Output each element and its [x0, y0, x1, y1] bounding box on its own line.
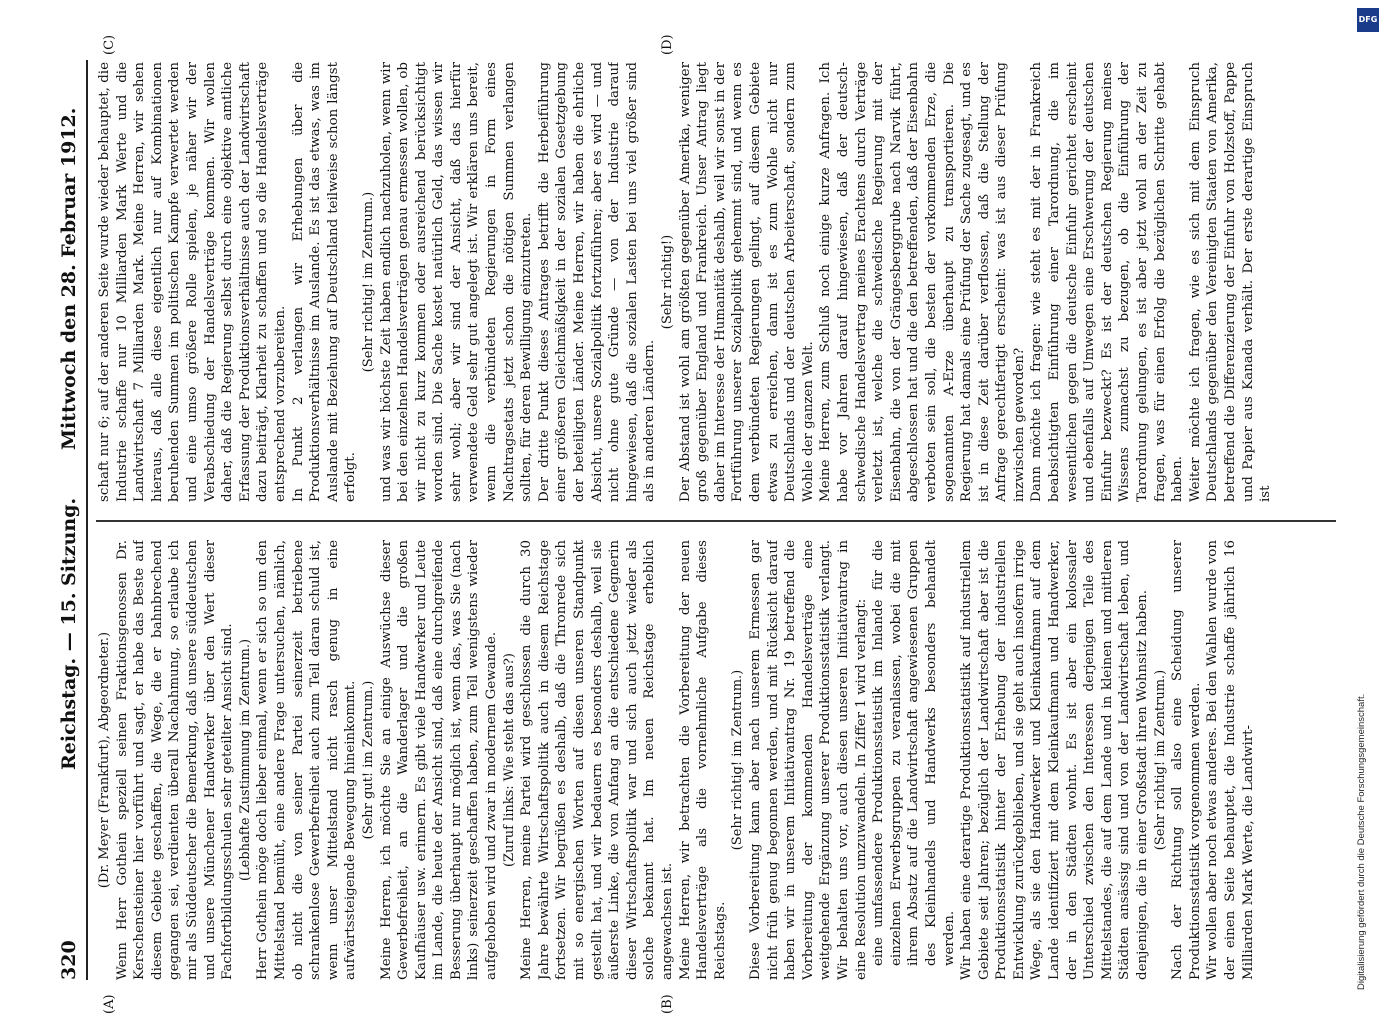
interjection: (Sehr gut! im Zentrum.): [360, 680, 376, 840]
left-column: [96, 540, 1336, 980]
paragraph: Wir wollen aber noch etwas anderes. Bei den Wahlen wurde von der einen Seite behauptet, die Industrie schaffe jährlich 16 Milliarden Mark Werte, die Landwirt-: [1205, 540, 1256, 980]
paragraph: und was wir höchste Zeit haben endlich nachzuholen, wenn wir bei den einzelnen Handelsverträgen genau ermessen wollen, ob wir nicht zu kurz kommen oder ausreichend berücksichtigt worden sind. Die Sache kostet natürlich Geld, das wissen wir sehr wohl; aber wir sind der Ansicht, daß das hierfür verwendete Geld sehr gut angelegt ist. Wir erklären uns bereit, wenn die verbündeten Regierungen in Form eines Nachtragsetats jetzt schon die nötigen Summen verlangen sollten, für deren Bewilligung einzutreten.: [378, 62, 535, 502]
paragraph: Wenn Herr Gothein speziell seinen Fraktionsgenossen Dr. Kerschensteiner hier vorführt und sagt, er habe das Beste auf diesem Gebiete geschaffen, die Wege, die er bahnbrechend gegangen sei, verdienten überall Nachahmung, so erlaube ich mir als Süddeutscher die Bemerkung, daß unsere süddeutschen und unsere Münchener Handwerker über den Wert dieser Fachfortbildungsschulen sehr geteilter Ansicht sind.: [114, 540, 236, 980]
interjection: (Sehr richtig! im Zentrum.): [730, 669, 746, 851]
paragraph: Meine Herren, meine Partei wird geschlossen die durch 30 Jahre bewährte Wirtschaftspolitik auch in diesem Reichstage fortsetzen. Wir begrüßen es deshalb, daß die Thronrede sich mit so energischen Worten auf diesen unseren Standpunkt gestellt hat, und wir bedauern es besonders deshalb, weil sie äußerste Linke, die von Anfang an die entschiedene Gegnerin dieser Wirtschaftspolitik war und sich auch jetzt wieder als solche bekannt hat. Im neuen Reichstage erheblich angewachsen ist.: [519, 540, 675, 980]
interjection: (Sehr richtig!): [660, 234, 675, 330]
dfg-logo: DFG: [1357, 8, 1379, 32]
paragraph: Meine Herren, wir betrachten die Vorbereitung der neuen Handelsverträge als die vornehmliche Aufgabe dieses Reichstags.: [677, 540, 728, 980]
paragraph: schaft nur 6; auf der anderen Seite wurde wieder behauptet, die Industrie schaffe nur 10 Milliarden Mark Werte und die Landwirtschaft 7 Milliarden Mark. Meine Herren, wir sehen hieraus, daß alle diese eigentlich nur auf Kombinationen beruhenden Summen im politischen Kampfe verwertet werden und eine umso größere Rolle spielen, je näher wir der Verabschiedung der Handelsverträge kommen. Wir wollen daher, daß die Regierung selbst durch eine objektive amtliche Erfassung der Produktionsverhältnisse auch der Landwirtschaft dazu beiträgt, Klarheit zu schaffen und so die Handelsverträge entsprechend vorzubereiten.: [97, 62, 288, 502]
quoted-demand: eine umfassendere Produktionsstatistik im Inlande für die einzelnen Erwerbsgruppen zu veranlassen, wobei die mit ihrem Absatz auf die Landwirtschaft angewiesenen Gruppen des Kleinhandels und Handwerks besonders behandelt werden.: [871, 540, 957, 966]
right-column: [96, 62, 1336, 502]
interjection: (Zuruf links: Wie steht das aus?): [501, 653, 517, 867]
column-rule: [96, 520, 1336, 522]
paragraph: Wir haben eine derartige Produktionsstatistik auf industriellem Gebiete seit Jahren; bezüglich der Landwirtschaft aber ist die Produktionsstatistik hinter der Erhebung der industriellen Entwicklung zurückgeblieben, und sie geht auch insofern irrige Wege, als sie den Handwerker und Kleinkaufmann auf dem Lande identifiziert mit dem Kleinkaufmann und Handwerker, der in den Städten wohnt. Es ist aber ein kolossaler Unterschied zwischen den Interessen derjenigen Teile des Mittelstandes, die auf dem Lande und in kleinen und mittleren Städten ansässig sind und von der Landwirtschaft leben, und denjenigen, die in einer Großstadt ihren Wohnsitz haben.: [959, 540, 1151, 980]
rotated-page-content: [50, 34, 1350, 1014]
page-number: 320: [58, 940, 80, 980]
interjection: (Sehr richtig! im Zentrum.): [1152, 669, 1168, 851]
margin-marker-b: (B): [660, 994, 675, 1014]
speaker-note: (Dr. Meyer (Frankfurt), Abgeordneter.): [97, 631, 112, 889]
paragraph: In Punkt 2 verlangen wir Erhebungen über die Produktionsverhältnisse im Auslande. Es ist das etwas, was im Auslande mit Beziehung auf Deutschland teilweise schon längst erfolgt.: [290, 62, 359, 502]
interjection: (Lebhafte Zustimmung im Zentrum.): [237, 638, 253, 882]
margin-marker-d: (D): [660, 34, 675, 55]
session-title: Reichstag. — 15. Sitzung.: [58, 497, 80, 770]
paragraph: Dann möchte ich fragen: wie steht es mit der in Frankreich beabsichtigten Einführung einer Tarordnung, die im wesentlichen gegen die deutsche Einfuhr gerichtet erscheint und ebenfalls auf Umwegen eine Erschwerung der deutschen Einfuhr bezweckt? Es ist der deutschen Regierung meines Wissens zumachst zu bezugen, ob die Einführung der Tarordnung gelungen, es ist aber jetzt wohl an der Zeit zu fragen, was für einen Erfolg die bezüglichen Schritte gehabt haben.: [1029, 62, 1186, 502]
interjection: (Sehr richtig! im Zentrum.): [360, 191, 376, 373]
margin-marker-c: (C): [102, 34, 117, 55]
margin-marker-a: (A): [102, 994, 117, 1014]
paragraph: Der dritte Punkt dieses Antrages betrifft die Herbeiführung einer größeren Gleichmäßigkeit in der sozialen Gesetzgebung der beteiligten Länder. Meine Herren, wir haben die ehrliche Absicht, unsere Sozialpolitik fortzuführen; aber es wird — und nicht ohne gute Gründe — von der Industrie darauf hingewiesen, daß die sozialen Lasten bei uns viel größer sind als in anderen Ländern.: [536, 62, 658, 502]
paragraph: Diese Vorbereitung kann aber nach unserem Ermessen gar nicht früh genug begonnen werden, und mit Rücksicht darauf haben wir in unserem Initiativantrag Nr. 19 betreffend die Vorbereitung der kommenden Handelsverträge eine weitgehende Ergänzung unserer Produktionsstatistik verlangt. Wir behalten uns vor, auch diesen unseren Initiativantrag in eine Resolution umzuwandeln. In Ziffer 1 wird verlangt:: [747, 540, 869, 980]
digitization-note: Digitalisierung gefördert durch die Deutsche Forschungsgemeinschaft.: [1356, 693, 1367, 990]
paragraph: Herr Gothein möge doch lieber einmal, wenn er sich so um den Mittelstand bemüht, eine andere Frage untersuchen, nämlich, ob nicht die von seiner Partei seinerzeit betriebene schrankenlose Gewerbefreiheit auch zum Teil daran schuld ist, wenn unser Mittelstand nicht rasch genug in eine aufwärtssteigende Bewegung hineinkommt.: [255, 540, 359, 980]
paragraph: Meine Herren, zum Schluß noch einige kurze Anfragen. Ich habe vor Jahren darauf hingewiesen, daß der deutsch-schwedische Handelsvertrag meines Erachtens durch Verträge verletzt ist, welche die schwedische Regierung mit der Eisenbahn, die von der Grängesberggrube nach Narvik führt, abgeschlossen hat und die den betreffenden, daß der Eisenbahn verboten sein soll, die besten der vorkommenden Erze, die sogenannten A-Erze überhaupt zu transportieren. Die Regierung hat damals eine Prüfung der Sache zugesagt, und es ist in diese Zeit darüber verflossen, daß die Stellung der Anfrage gerechtfertigt erscheint: was ist aus dieser Prüfung inzwischen geworden?: [818, 62, 1027, 502]
session-date: Mittwoch den 28. Februar 1912.: [58, 107, 80, 450]
paragraph: Weiter möchte ich fragen, wie es sich mit dem Einspruch Deutschlands gegenüber den Vereinigten Staaten von Amerika, betreffend die Differenzierung der Einfuhr von Holzstoff, Pappe und Papier aus Kanada verhält. Der erste derartige Einspruch ist: [1187, 62, 1274, 502]
paragraph: Nach der Richtung soll also eine Scheidung unserer Produktionsstatistik vorgenommen werden.: [1170, 540, 1203, 980]
paragraph: Der Abstand ist wohl am größten gegenüber Amerika, weniger groß gegenüber England und Frankreich. Unser Antrag liegt daher im Interesse der Humanität deshalb, weil wir sonst in der Fortführung unserer Sozialpolitik gehemmt sind, und wenn es dem verbündeten Regierungen gelingt, auf diesem Gebiete etwas zu erreichen, dann ist es zum Wohle nicht nur Deutschlands und der deutschen Arbeiterschaft, sondern zum Wohle der ganzen Welt.: [677, 62, 816, 502]
page-header: [50, 60, 88, 980]
paragraph: Meine Herren, ich möchte Sie an einige Auswüchse dieser Gewerbefreiheit, an die Wanderlager und die großen Kaufhäuser usw. erinnern. Es gibt viele Handwerker und Leute im Lande, die heute der Ansicht sind, daß eine durchgreifende Besserung überhaupt nur möglich ist, wenn das, was Sie (nach links) seinerzeit geschaffen haben, zum Teil wenigstens wieder aufgehoben wird und zwar in modernem Gewande.: [378, 540, 500, 980]
